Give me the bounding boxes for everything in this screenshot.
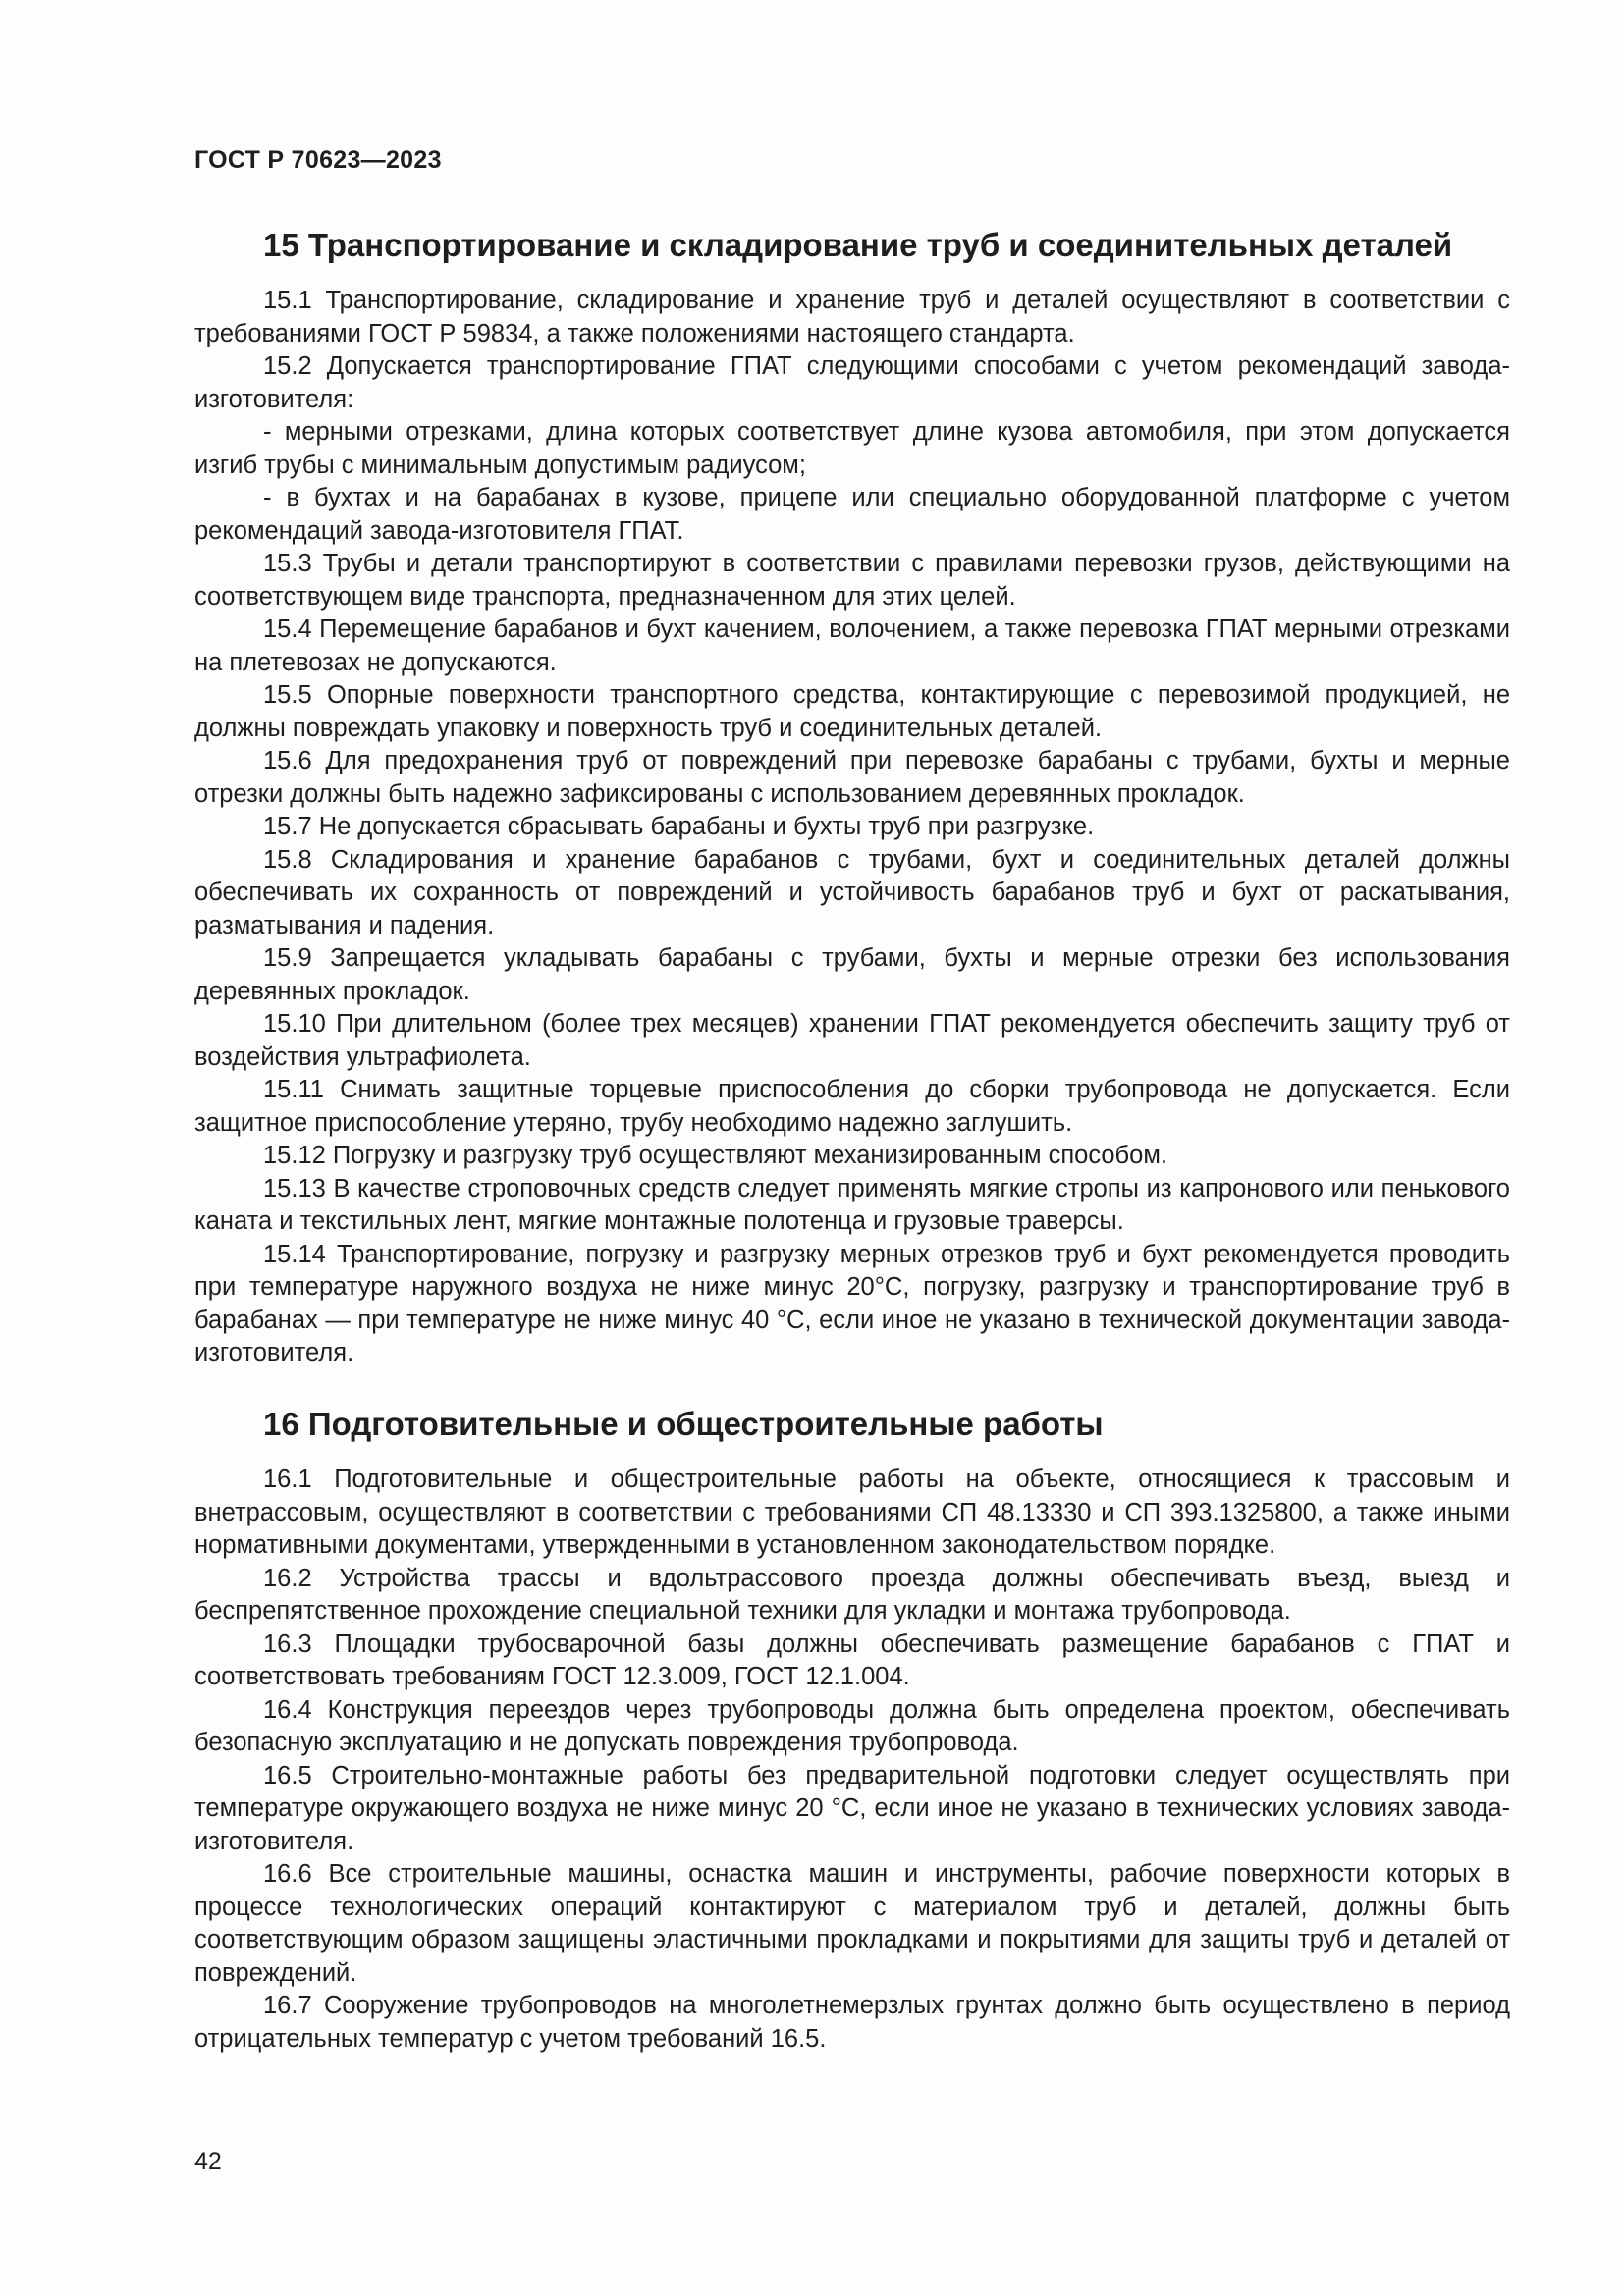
paragraph-15-3: 15.3 Трубы и детали транспортируют в соответствии с правилами перевозки грузов, действующими на соответствующем виде транспорта, предназначенном для этих целей.: [194, 550, 1510, 611]
paragraph-15-2: 15.2 Допускается транспортирование ГПАТ следующими способами с учетом рекомендаций завода-изготовителя:: [194, 352, 1510, 413]
section-15-title: 15 Транспортирование и складирование труб и соединительных деталей: [263, 227, 1453, 263]
paragraph-15-1: 15.1 Транспортирование, складирование и хранение труб и деталей осуществляют в соответствии с требованиями ГОСТ Р 59834, а также положениями настоящего стандарта.: [194, 287, 1510, 347]
paragraph-16-4: 16.4 Конструкция переездов через трубопроводы должна быть определена проектом, обеспечивать безопасную эксплуатацию и не допускать повреждения трубопровода.: [194, 1695, 1510, 1756]
section-16-title: 16 Подготовительные и общестроительные работы: [263, 1406, 1104, 1442]
paragraph-16-7: 16.7 Сооружение трубопроводов на многолетнемерзлых грунтах должно быть осуществлено в период отрицательных температур с учетом требований 16.5.: [194, 1992, 1510, 2053]
paragraph-15-10: 15.10 При длительном (более трех месяцев) хранении ГПАТ рекомендуется обеспечить защиту труб от воздействия ультрафиолета.: [194, 1010, 1510, 1071]
paragraph-16-3: 16.3 Площадки трубосварочной базы должны обеспечивать размещение барабанов с ГПАТ и соответствовать требованиям ГОСТ 12.3.009, ГОСТ 12.1.004.: [194, 1629, 1510, 1690]
list-item: - в бухтах и на барабанах в кузове, прицепе или специально оборудованной платформе с учетом рекомендаций завода-изготовителя ГПАТ.: [194, 484, 1510, 545]
paragraph-15-12: 15.12 Погрузку и разгрузку труб осуществляют механизированным способом.: [263, 1142, 1167, 1169]
paragraph-16-1: 16.1 Подготовительные и общестроительные работы на объекте, относящиеся к трассовым и внетрассовым, осуществляют в соответствии с требованиями СП 48.13330 и СП 393.1325800, а также иными нормативными документами, утвержденными в установленном законодательством порядке.: [194, 1466, 1510, 1559]
paragraph-15-7: 15.7 Не допускается сбрасывать барабаны и бухты труб при разгрузке.: [263, 813, 1095, 840]
paragraph-15-4: 15.4 Перемещение барабанов и бухт качением, волочением, а также перевозка ГПАТ мерными отрезками на плетевозах не допускаются.: [194, 615, 1510, 676]
paragraph-16-2: 16.2 Устройства трассы и вдольтрассового проезда должны обеспечивать въезд, выезд и беспрепятственное прохождение специальной техники для укладки и монтажа трубопровода.: [194, 1564, 1510, 1625]
section-16-body: [194, 1464, 1510, 2056]
paragraph-15-11: 15.11 Снимать защитные торцевые приспособления до сборки трубопровода не допускается. Если защитное приспособление утеряно, трубу необходимо надежно заглушить.: [194, 1076, 1510, 1137]
paragraph-15-8: 15.8 Складирования и хранение барабанов с трубами, бухт и соединительных деталей должны обеспечивать их сохранность от повреждений и устойчивость барабанов труб и бухт от раскатывания, разматывания и падения.: [194, 845, 1510, 939]
paragraph-15-9: 15.9 Запрещается укладывать барабаны с трубами, бухты и мерные отрезки без использования деревянных прокладок.: [194, 944, 1510, 1005]
document-id: ГОСТ Р 70623—2023: [194, 146, 442, 174]
paragraph-15-14: 15.14 Транспортирование, погрузку и разгрузку мерных отрезков труб и бухт рекомендуется проводить при температуре наружного воздуха не ниже минус 20°С, погрузку, разгрузку и транспортирование труб в барабанах — при температуре не ниже минус 40 °С, если иное не указано в технической документации завода-изготовителя.: [194, 1240, 1510, 1366]
section-15-body: [194, 285, 1510, 1370]
page-number: 42: [194, 2148, 222, 2175]
paragraph-16-6: 16.6 Все строительные машины, оснастка машин и инструменты, рабочие поверхности которых в процессе технологических операций контактируют с материалом труб и деталей, должны быть соответствующим образом защищены эластичными прокладками и покрытиями для защиты труб и деталей от повреждений.: [194, 1860, 1510, 1987]
paragraph-16-5: 16.5 Строительно-монтажные работы без предварительной подготовки следует осуществлять при температуре окружающего воздуха не ниже минус 20 °С, если иное не указано в технических условиях завода-изготовителя.: [194, 1761, 1510, 1855]
paragraph-15-5: 15.5 Опорные поверхности транспортного средства, контактирующие с перевозимой продукцией, не должны повреждать упаковку и поверхность труб и соединительных деталей.: [194, 681, 1510, 742]
paragraph-15-6: 15.6 Для предохранения труб от повреждений при перевозке барабаны с трубами, бухты и мерные отрезки должны быть надежно зафиксированы с использованием деревянных прокладок.: [194, 747, 1510, 808]
paragraph-15-13: 15.13 В качестве строповочных средств следует применять мягкие стропы из капронового или пенькового каната и текстильных лент, мягкие монтажные полотенца и грузовые траверсы.: [194, 1174, 1510, 1235]
list-item: - мерными отрезками, длина которых соответствует длине кузова автомобиля, при этом допускается изгиб трубы с минимальным допустимым радиусом;: [194, 418, 1510, 479]
